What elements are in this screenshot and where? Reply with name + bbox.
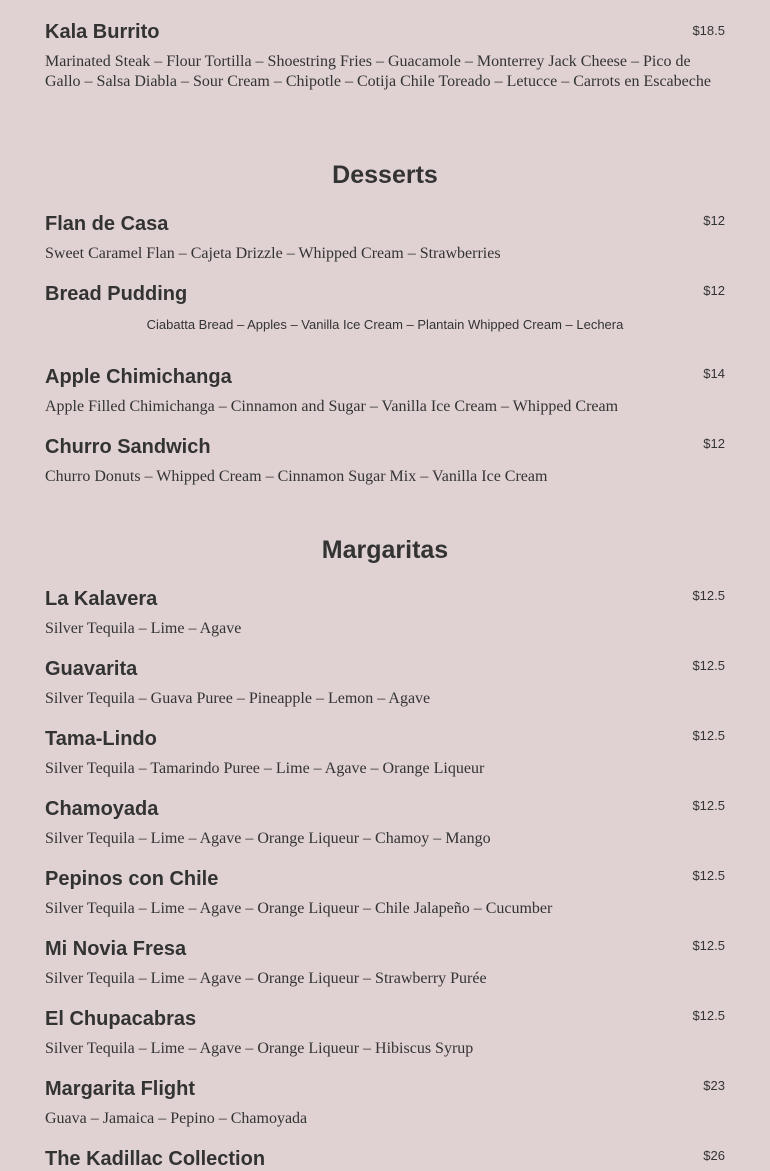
- item-price: $12: [703, 436, 725, 451]
- item-name: El Chupacabras: [45, 1008, 197, 1030]
- item-name: Guavarita: [45, 658, 138, 680]
- item-price: $12.5: [692, 938, 725, 953]
- item-name: Tama-Lindo: [45, 728, 157, 750]
- item-description: Silver Tequila – Lime – Agave – Orange Liqueur – Hibiscus Syrup: [45, 1040, 474, 1057]
- item-description: Ciabatta Bread – Apples – Vanilla Ice Cream – Plantain Whipped Cream – Lechera: [146, 317, 624, 332]
- item-price: $12.5: [692, 798, 725, 813]
- item-name: Churro Sandwich: [45, 436, 211, 458]
- item-price: $12: [703, 283, 725, 298]
- item-name: Kala Burrito: [45, 21, 160, 43]
- item-name: Pepinos con Chile: [45, 868, 219, 890]
- item-description: Apple Filled Chimichanga – Cinnamon and Sugar – Vanilla Ice Cream – Whipped Cream: [45, 398, 619, 415]
- item-description: Silver Tequila – Lime – Agave – Orange Liqueur – Chile Jalapeño – Cucumber: [45, 900, 553, 917]
- item-description: Churro Donuts – Whipped Cream – Cinnamon Sugar Mix – Vanilla Ice Cream: [45, 468, 548, 485]
- item-price: $12.5: [692, 868, 725, 883]
- item-description: Silver Tequila – Lime – Agave – Orange Liqueur – Strawberry Purée: [45, 970, 487, 987]
- item-name: Chamoyada: [45, 798, 159, 820]
- item-name: Flan de Casa: [45, 213, 169, 235]
- item-description: Guava – Jamaica – Pepino – Chamoyada: [45, 1110, 308, 1127]
- item-name: Bread Pudding: [45, 283, 188, 305]
- item-price: $12.5: [692, 588, 725, 603]
- section-title-desserts: Desserts: [332, 161, 438, 189]
- item-price: $14: [703, 366, 725, 381]
- item-price: $12.5: [692, 728, 725, 743]
- item-price: $18.5: [692, 23, 725, 38]
- item-name: La Kalavera: [45, 588, 158, 610]
- item-price: $12: [703, 213, 725, 228]
- item-price: $23: [703, 1078, 725, 1093]
- item-description: Silver Tequila – Lime – Agave – Orange Liqueur – Chamoy – Mango: [45, 830, 491, 847]
- item-description: Silver Tequila – Guava Puree – Pineapple – Lemon – Agave: [45, 690, 431, 707]
- item-name: Apple Chimichanga: [45, 366, 232, 388]
- item-price: $26: [703, 1148, 725, 1163]
- item-description: Silver Tequila – Lime – Agave: [45, 620, 242, 637]
- item-price: $12.5: [692, 1008, 725, 1023]
- item-price: $12.5: [692, 658, 725, 673]
- item-name: The Kadillac Collection: [45, 1148, 266, 1170]
- item-name: Mi Novia Fresa: [45, 938, 187, 960]
- item-description: Marinated Steak – Flour Tortilla – Shoestring Fries – Guacamole – Monterrey Jack Cheese – Pico de Gallo – Salsa Diabla – Sour Cream – Chipotle – Cotija Chile Toreado – Letucce – Carrots en Escabeche: [45, 53, 711, 90]
- item-description: Silver Tequila – Tamarindo Puree – Lime – Agave – Orange Liqueur: [45, 760, 485, 777]
- section-title-margaritas: Margaritas: [321, 536, 449, 564]
- item-name: Margarita Flight: [45, 1078, 196, 1100]
- item-description: Sweet Caramel Flan – Cajeta Drizzle – Whipped Cream – Strawberries: [45, 245, 501, 262]
